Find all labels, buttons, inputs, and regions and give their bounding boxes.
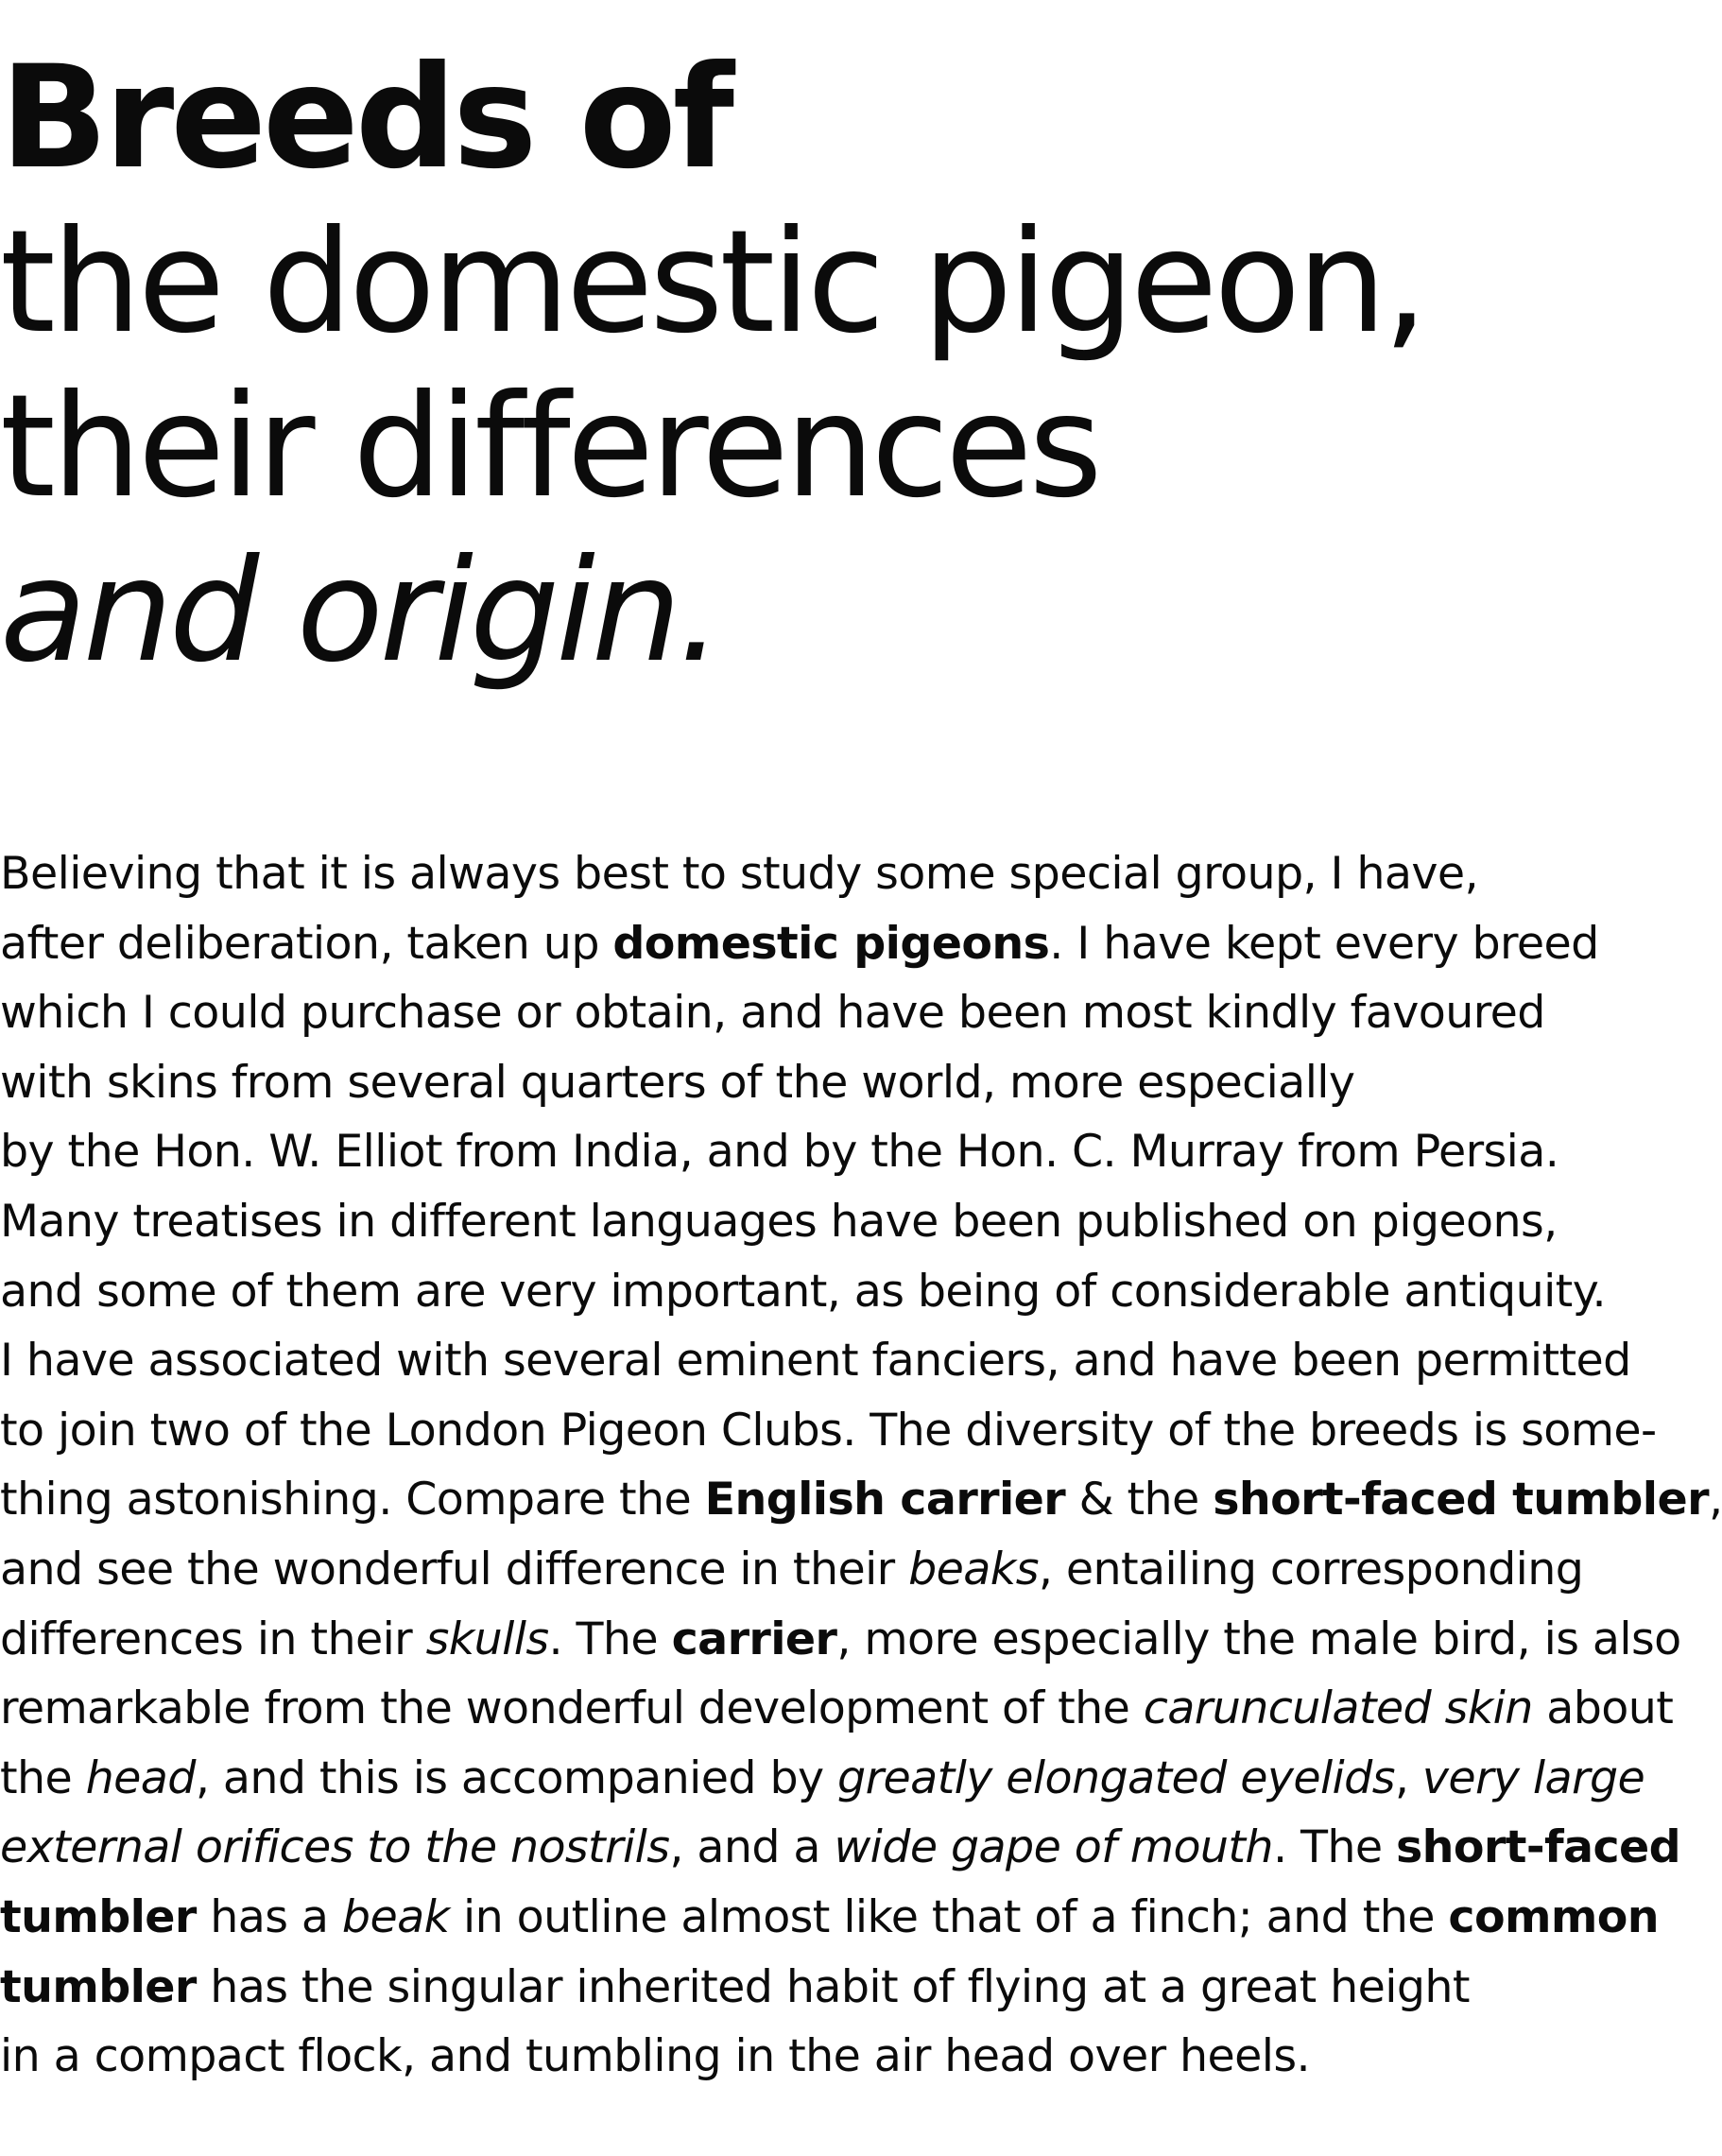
- paragraph-line: [0, 1883, 1692, 1953]
- paragraph-line: [0, 1257, 1692, 1327]
- text-run: . The: [1272, 1821, 1396, 1874]
- title-line-1: Breeds of: [0, 36, 731, 200]
- paragraph-line: [0, 978, 1692, 1048]
- paragraph-line: [0, 1674, 1692, 1744]
- page-title: [0, 36, 1424, 694]
- text-run: with skins from several quarters of the world, more especially: [0, 1056, 1355, 1109]
- text-run: after deliberation, taken up: [0, 917, 613, 970]
- text-run: , entailing corresponding: [1038, 1543, 1584, 1595]
- text-run: in a compact flock, and tumbling in the air head over heels.: [0, 2030, 1311, 2083]
- emphasis-italic: skulls: [425, 1613, 549, 1665]
- paragraph-line: [0, 1535, 1692, 1605]
- text-run: and some of them are very important, as being of considerable antiquity.: [0, 1265, 1606, 1318]
- title-line-2: the domestic pigeon,: [0, 200, 1424, 365]
- text-run: Believing that it is always best to study some special group, I have,: [0, 848, 1479, 900]
- paragraph-line: [0, 1326, 1692, 1396]
- text-run: & the: [1065, 1474, 1214, 1526]
- text-run: about: [1532, 1682, 1674, 1735]
- paragraph-line: [0, 1187, 1692, 1257]
- emphasis-italic: very large: [1421, 1751, 1645, 1804]
- paragraph-line: [0, 1813, 1692, 1883]
- paragraph-line: [0, 1605, 1692, 1675]
- emphasis-italic: wide gape of mouth: [834, 1821, 1273, 1874]
- emphasis-bold: tumbler: [0, 1960, 197, 2013]
- emphasis-bold: tumbler: [0, 1890, 197, 1943]
- emphasis-italic: carunculated skin: [1143, 1682, 1533, 1735]
- emphasis-bold: domestic pigeons: [612, 917, 1050, 970]
- title-line-3: their differences: [0, 365, 1099, 529]
- paragraph-line: [0, 909, 1692, 979]
- emphasis-italic: greatly elongated eyelids: [837, 1751, 1395, 1804]
- emphasis-bold: common: [1448, 1890, 1660, 1943]
- emphasis-italic: beaks: [908, 1543, 1039, 1595]
- text-run: differences in their: [0, 1613, 426, 1665]
- text-run: I have associated with several eminent fanciers, and have been permitted: [0, 1335, 1631, 1388]
- emphasis-bold: carrier: [671, 1613, 837, 1665]
- emphasis-bold: short-faced tumbler: [1213, 1474, 1709, 1526]
- emphasis-italic: beak: [341, 1890, 450, 1943]
- text-run: has the singular inherited habit of flying at a great height: [196, 1960, 1470, 2013]
- emphasis-bold: English carrier: [704, 1474, 1066, 1526]
- paragraph-line: [0, 1465, 1722, 1535]
- text-run: , and a: [669, 1821, 835, 1874]
- text-run: in outline almost like that of a finch; and the: [449, 1890, 1449, 1943]
- text-run: ,: [1394, 1751, 1422, 1804]
- text-run: . The: [548, 1613, 672, 1665]
- text-run: , and this is accompanied by: [195, 1751, 838, 1804]
- text-run: . I have kept every breed: [1049, 917, 1599, 970]
- emphasis-italic: external orifices to the nostrils: [0, 1821, 670, 1874]
- paragraph-line: [0, 1953, 1692, 2023]
- paragraph-line: [0, 1396, 1692, 1466]
- text-run: the: [0, 1751, 86, 1804]
- text-run: by the Hon. W. Elliot from India, and by the Hon. C. Murray from Persia.: [0, 1126, 1559, 1179]
- text-run: to join two of the London Pigeon Clubs. The diversity of the breeds is some-: [0, 1404, 1657, 1457]
- paragraph-line: [0, 839, 1692, 909]
- emphasis-bold: short-faced: [1396, 1821, 1681, 1874]
- text-run: thing astonishing. Compare the: [0, 1474, 705, 1526]
- text-run: Many treatises in different languages have been published on pigeons,: [0, 1195, 1558, 1248]
- paragraph-line: [0, 1117, 1692, 1187]
- text-run: ,: [1708, 1474, 1722, 1526]
- text-run: has a: [196, 1890, 342, 1943]
- emphasis-italic: head: [85, 1751, 196, 1804]
- paragraph-line: [0, 2022, 1692, 2092]
- title-line-4: and origin.: [0, 529, 719, 694]
- text-run: remarkable from the wonderful development of the: [0, 1682, 1144, 1735]
- body-paragraph: [0, 839, 1722, 2092]
- text-run: which I could purchase or obtain, and have been most kindly favoured: [0, 987, 1545, 1040]
- paragraph-line: [0, 1048, 1692, 1118]
- paragraph-line: [0, 1744, 1692, 1814]
- text-run: , more especially the male bird, is also: [836, 1613, 1681, 1665]
- text-run: and see the wonderful difference in their: [0, 1543, 909, 1595]
